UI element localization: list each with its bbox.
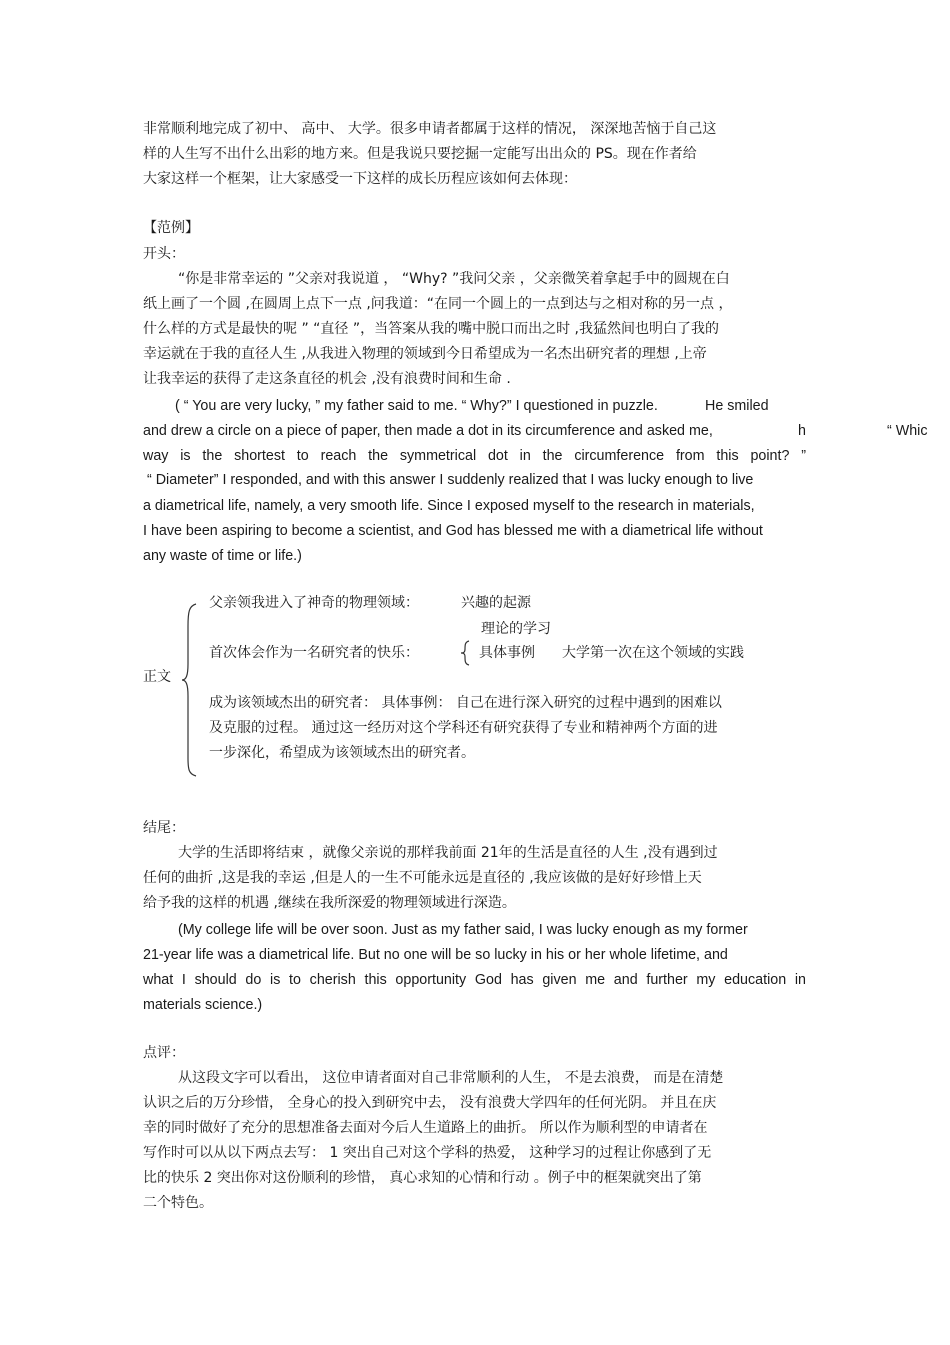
ending-cn-line-1: 大学的生活即将结束 ，就像父亲说的那样我前面 21年的生活是直径的人生 ,没有遇到过 bbox=[178, 845, 718, 861]
opening-en-cut-h: h bbox=[798, 423, 806, 439]
item2-mid: 具体事例 bbox=[479, 645, 535, 661]
intro-line-2: 样的人生写不出什么出彩的地方来。但是我说只要挖掘一定能写出出众的 PS。现在作者给 bbox=[143, 146, 697, 162]
item1-left: 父亲领我进入了神奇的物理领域： bbox=[209, 595, 419, 611]
big-left-brace bbox=[180, 600, 204, 780]
item3-line-2: 及克服的过程。 通过这一经历对这个学科还有研究获得了专业和精神两个方面的进 bbox=[209, 720, 718, 736]
opening-cn-line-4: 幸运就在于我的直径人生 ,从我进入物理的领域到今日希望成为一名杰出研究者的理想 ,上帝 bbox=[143, 346, 707, 362]
body-label: 正文 bbox=[143, 669, 171, 685]
comment-cn-line-2: 认识之后的万分珍惜， 全身心的投入到研究中去， 没有浪费大学四年的任何光阴。 并且在庆 bbox=[143, 1095, 717, 1111]
opening-en-line-4: “ Diameter” I responded, and with this answer I suddenly realized that I was lucky enough to live bbox=[147, 472, 754, 488]
opening-cn-line-2: 纸上画了一个圆 ,在圆周上点下一点 ,问我道：“在同一个圆上的一点到达与之相对称的另一点 ， bbox=[143, 296, 733, 312]
ending-cn-line-2: 任何的曲折 ,这是我的幸运 ,但是人的一生不可能永远是直径的 ,我应该做的是好好珍惜上天 bbox=[143, 870, 702, 886]
item1-right: 兴趣的起源 bbox=[461, 595, 531, 611]
ending-label: 结尾： bbox=[143, 820, 185, 836]
intro-line-3: 大家这样一个框架，让大家感受一下这样的成长历程应该如何去体现： bbox=[143, 171, 577, 187]
comment-cn-line-1: 从这段文字可以看出， 这位申请者面对自己非常顺利的人生， 不是去浪费， 而是在清楚 bbox=[178, 1070, 724, 1086]
example-heading: 【范例】 bbox=[143, 220, 199, 236]
opening-en-line-1: ( “ You are very lucky, ” my father said to me. “ Why?” I questioned in puzzle. bbox=[175, 398, 658, 414]
opening-en-line-2: and drew a circle on a piece of paper, then made a dot in its circumference and asked me, bbox=[143, 423, 713, 439]
opening-cn-line-3: 什么样的方式是最快的呢 ” “直径 ”，当答案从我的嘴中脱口而出之时 ,我猛然间也明白了我的 bbox=[143, 321, 720, 337]
comment-cn-line-4: 写作时可以从以下两点去写： 1 突出自己对这个学科的热爱， 这种学习的过程让你感到了无 bbox=[143, 1145, 712, 1161]
item2-right: 大学第一次在这个领域的实践 bbox=[562, 645, 744, 661]
opening-en-line-3: way is the shortest to reach the symmetrical dot in the circumference from this point? ” bbox=[143, 448, 806, 464]
opening-cn-line-1: “你是非常幸运的 ”父亲对我说道 ， “Why? ”我问父亲 ，父亲微笑着拿起手中的圆规在白 bbox=[178, 271, 730, 287]
item2-sub-top: 理论的学习 bbox=[481, 621, 551, 637]
comment-label: 点评： bbox=[143, 1045, 185, 1061]
opening-en-overlap: He smiled bbox=[705, 398, 769, 414]
comment-cn-line-5: 比的快乐 2 突出你对这份顺利的珍惜， 真心求知的心情和行动 。例子中的框架就突出了第 bbox=[143, 1170, 702, 1186]
opening-en-line-5: a diametrical life, namely, a very smooth life. Since I exposed myself to the research in materials, bbox=[143, 498, 755, 514]
intro-line-1: 非常顺利地完成了初中、 高中、 大学。很多申请者都属于这样的情况， 深深地苦恼于自己这 bbox=[143, 121, 717, 137]
ending-en-line-2: 21-year life was a diametrical life. But no one will be so lucky in his or her whole lifetime, and bbox=[143, 947, 728, 963]
opening-cn-line-5: 让我幸运的获得了走这条直径的机会 ,没有浪费时间和生命 . bbox=[143, 371, 511, 387]
opening-en-line-6: I have been aspiring to become a scientist, and God has blessed me with a diametrical life without bbox=[143, 523, 763, 539]
opening-label: 开头： bbox=[143, 246, 185, 262]
opening-en-cut-which: “ Whic bbox=[887, 423, 928, 439]
opening-en-line-7: any waste of time or life.) bbox=[143, 548, 302, 564]
ending-en-line-1: (My college life will be over soon. Just as my father said, I was lucky enough as my former bbox=[178, 922, 748, 938]
ending-en-line-4: materials science.) bbox=[143, 997, 263, 1013]
ending-en-line-3: what I should do is to cherish this opportunity God has given me and further my education in bbox=[143, 972, 806, 988]
item3-line-3: 一步深化，希望成为该领域杰出的研究者。 bbox=[209, 745, 475, 761]
comment-cn-line-3: 幸的同时做好了充分的思想准备去面对今后人生道路上的曲折。 所以作为顺利型的申请者在 bbox=[143, 1120, 708, 1136]
ending-cn-line-3: 给予我的这样的机遇 ,继续在我所深爱的物理领域进行深造。 bbox=[143, 895, 516, 911]
item2-left: 首次体会作为一名研究者的快乐： bbox=[209, 645, 419, 661]
comment-cn-line-6: 二个特色。 bbox=[143, 1195, 213, 1211]
item3-line-1: 成为该领域杰出的研究者： 具体事例： 自己在进行深入研究的过程中遇到的困难以 bbox=[209, 695, 722, 711]
small-left-brace bbox=[458, 640, 472, 666]
